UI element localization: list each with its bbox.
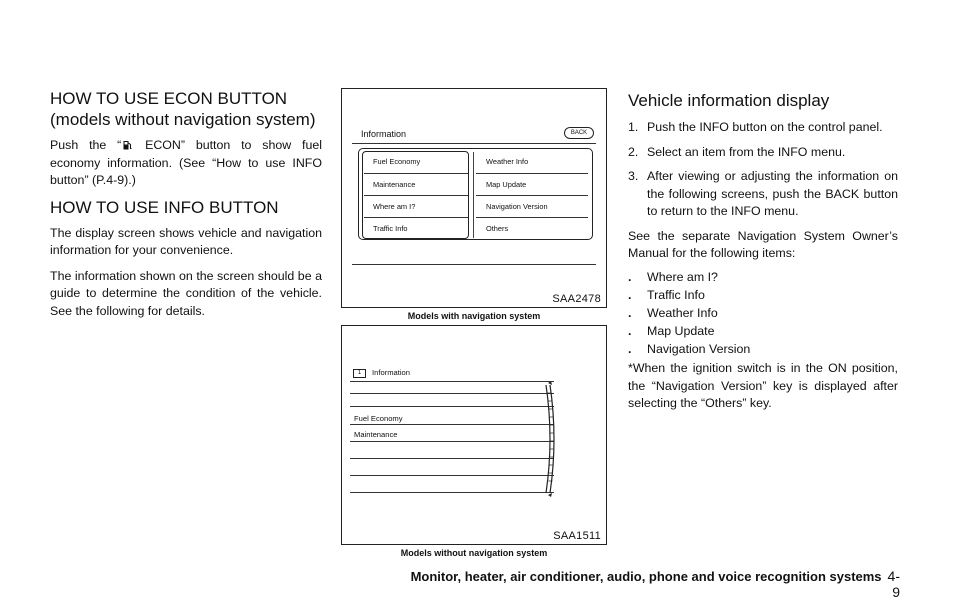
figure-code: SAA1511 [553,530,601,542]
divider [364,195,468,196]
divider [352,143,596,144]
where-am-i-key[interactable]: Where am I? [373,202,416,211]
divider [350,475,554,476]
map-update-key[interactable]: Map Update [486,180,527,189]
bullet-mark: . [628,287,632,302]
page-number: 4-9 [887,568,900,600]
others-key[interactable]: Others [486,224,509,233]
steps-list [628,119,898,221]
maintenance-key[interactable]: Maintenance [373,180,416,189]
list-item [628,341,898,359]
back-button[interactable]: BACK [564,127,594,139]
bullet-text: Traffic Info [647,287,705,302]
divider [350,393,554,394]
step-text: Select an item from the INFO menu. [647,144,846,159]
list-item [628,323,898,341]
bullet-text: Weather Info [647,305,718,320]
tab-indicator: 1 [353,369,366,378]
chapter-title: Monitor, heater, air conditioner, audio, phone and voice recognition systems [410,569,882,584]
fuel-pump-icon [123,140,132,150]
bullet-text: Map Update [647,323,715,338]
figure-non-navigation-screen [341,325,607,545]
scroll-bar[interactable] [544,381,558,497]
figure-caption: Models without navigation system [400,548,548,558]
divider [473,152,474,238]
info-heading: HOW TO USE INFO BUTTON [50,197,279,217]
divider [364,217,468,218]
bullet-list [628,269,898,359]
figure-navigation-screen [341,88,607,308]
econ-paragraph-start: Push the “ [50,138,122,152]
divider [350,381,554,382]
navigation-version-key[interactable]: Navigation Version [486,202,548,211]
econ-heading: HOW TO USE ECON BUTTON (models without navigation system) [50,89,316,129]
page-footer [408,568,900,600]
figure-code: SAA2478 [552,293,601,305]
list-item [628,144,898,162]
screen-title: Information [361,129,407,139]
fuel-economy-item[interactable]: Fuel Economy [354,414,403,423]
step-number: 2. [628,144,639,159]
divider [350,492,554,493]
note-paragraph: *When the ignition switch is in the ON position, the “Navigation Version” key is displayed after selecting the “Others” key. [628,361,898,410]
list-item [628,269,898,287]
bullet-text: Navigation Version [647,341,751,356]
divider [476,195,588,196]
list-item [628,119,898,137]
bullet-text: Where am I? [647,269,718,284]
econ-paragraph-end: ECON” button to show fuel economy information. (See “How to use INFO button” (P.4-9).) [50,138,322,187]
left-column [50,88,322,320]
figure-caption: Models with navigation system [407,311,541,321]
divider [350,406,554,407]
divider [364,173,468,174]
maintenance-item[interactable]: Maintenance [354,430,398,439]
fuel-economy-key[interactable]: Fuel Economy [373,157,421,166]
step-number: 1. [628,120,639,134]
divider [350,441,554,442]
list-item [628,168,898,221]
traffic-info-key[interactable]: Traffic Info [373,224,408,233]
right-column [628,88,898,413]
display-paragraph: The display screen shows vehicle and navigation information for your convenience. [50,225,322,257]
bullet-mark: . [628,305,632,320]
divider [476,217,588,218]
vehicle-info-heading: Vehicle information display [628,91,830,110]
bullet-mark: . [628,269,632,284]
screen-title: Information [372,368,410,377]
step-text: After viewing or adjusting the information on the following screens, push the BACK button to return to the INFO menu. [647,169,898,218]
divider [350,424,554,425]
list-item [628,287,898,305]
bullet-mark: . [628,323,632,338]
bullet-mark: . [628,341,632,356]
divider [352,264,596,265]
weather-info-key[interactable]: Weather Info [486,157,529,166]
guide-paragraph: The information shown on the screen should be a guide to determine the condition of the vehicle. See the following for details. [50,268,322,318]
divider [476,173,588,174]
step-number: 3. [628,169,639,183]
list-item [628,305,898,323]
step-text: Push the INFO button on the control panel. [647,120,883,134]
econ-paragraph [50,137,322,190]
divider [350,458,554,459]
see-paragraph: See the separate Navigation System Owner’s Manual for the following items: [628,228,898,260]
